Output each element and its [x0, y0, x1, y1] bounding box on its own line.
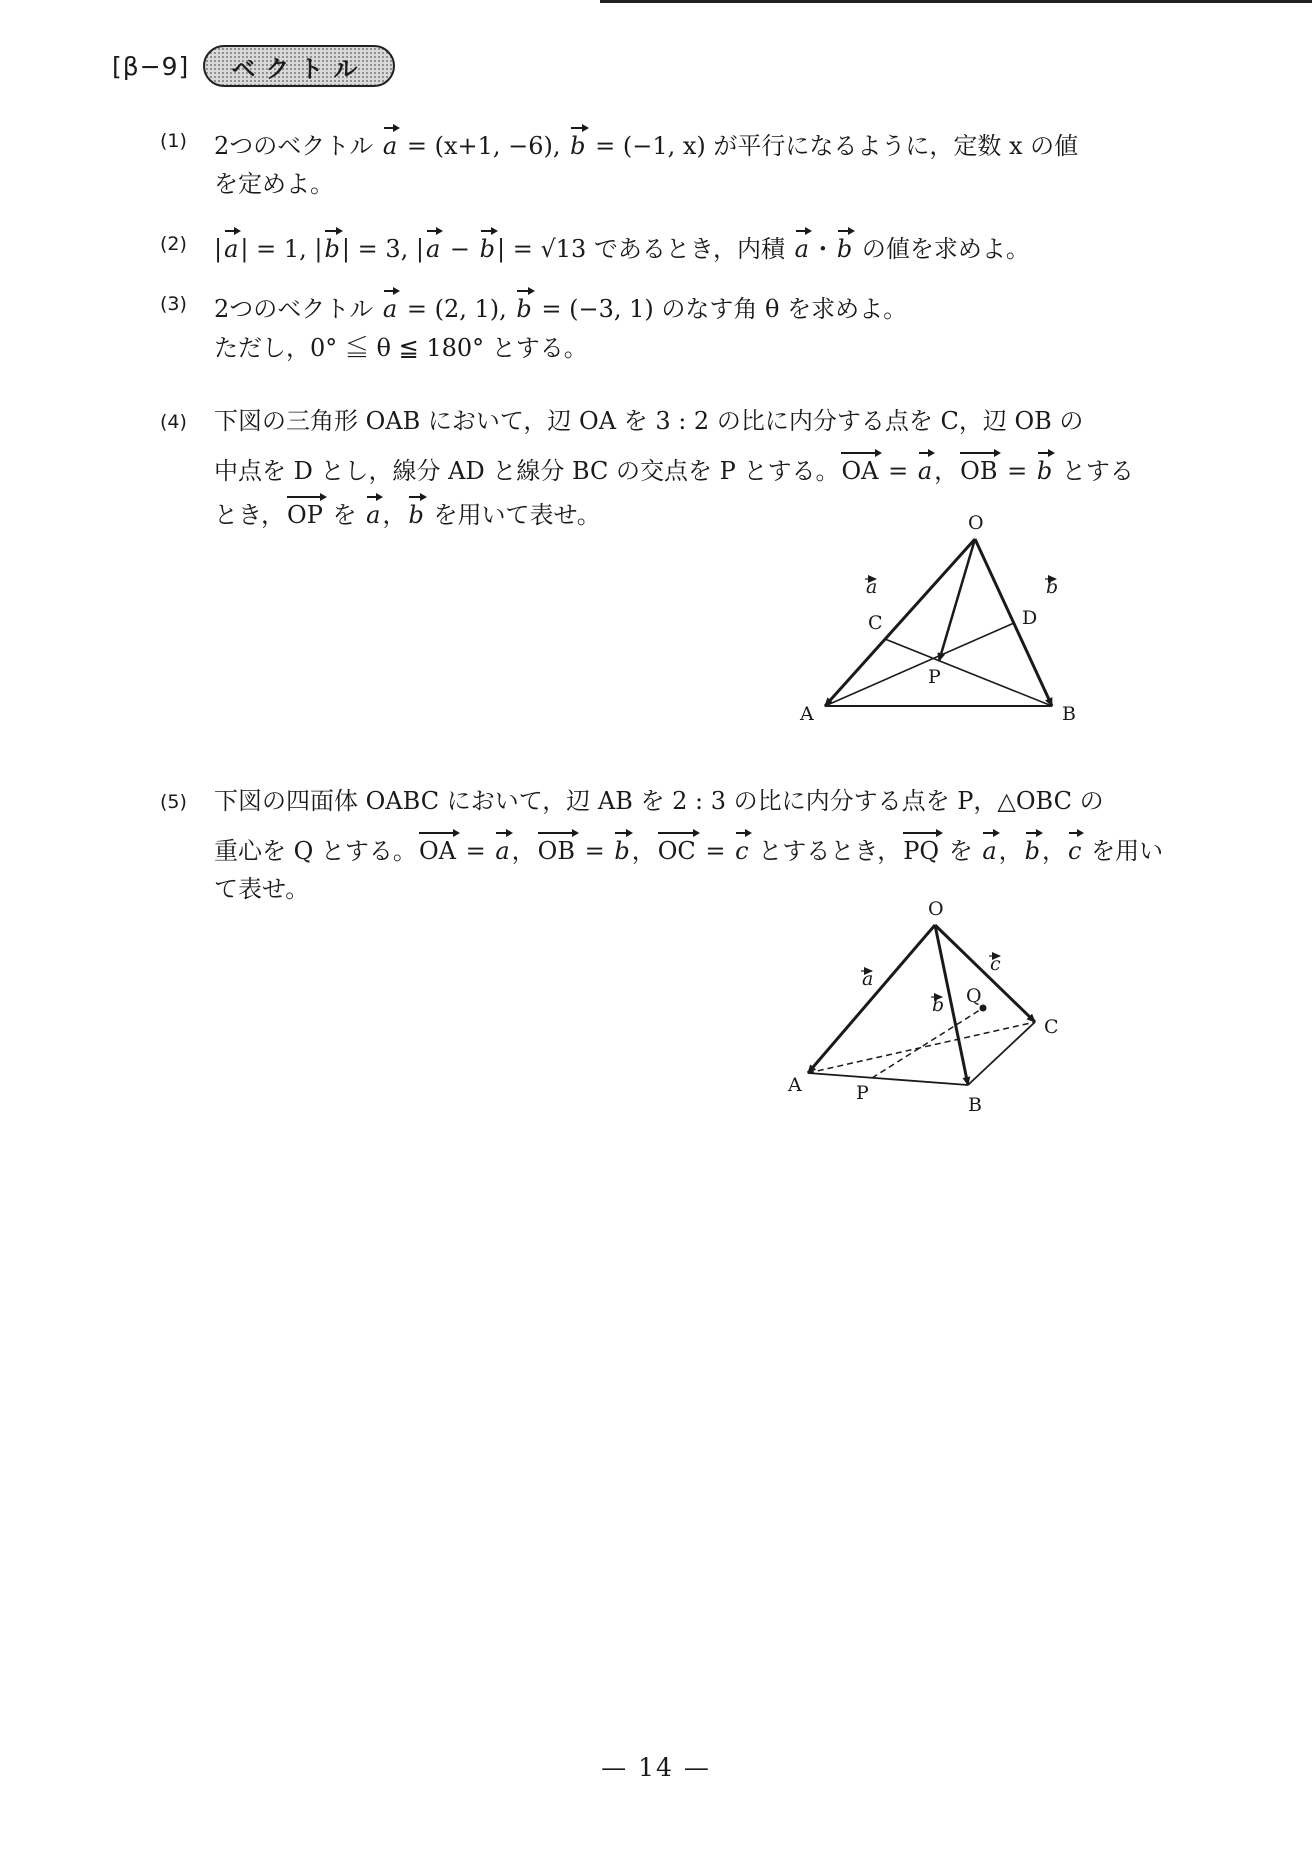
problem-line	[214, 228, 1030, 264]
text-run: =	[576, 837, 613, 865]
vector-symbol: b	[1025, 830, 1040, 866]
triangle-figure	[780, 505, 1100, 730]
problem-1	[160, 125, 1190, 205]
label-vector-a: a	[862, 968, 874, 990]
vector-symbol: a	[383, 125, 397, 161]
problem-number: (1)	[160, 130, 187, 152]
top-rule	[600, 0, 1312, 3]
vector-symbol: a	[495, 830, 509, 866]
text-run: ，	[631, 837, 656, 865]
vector-symbol: a	[795, 228, 809, 264]
text-run: 中点を D とし，線分 AD と線分 BC の交点を P とする。	[214, 457, 840, 485]
vector-symbol: OB	[538, 830, 575, 866]
text-run: −	[442, 235, 478, 263]
text-run: |	[214, 235, 223, 263]
label-d: D	[1022, 607, 1038, 629]
problem-line	[214, 830, 1163, 866]
text-run: =	[999, 457, 1035, 485]
tetrahedron-figure	[780, 895, 1080, 1120]
text-run: = (2, 1),	[399, 295, 515, 323]
text-run: 下図の四面体 OABC において，辺 AB を 2 : 3 の比に内分する点を P，△OBC の	[214, 787, 1104, 815]
text-run: の値を求めよ。	[854, 235, 1030, 263]
text-run: 重心を Q とする。	[214, 837, 417, 865]
segment-pq-dashed	[872, 1008, 983, 1078]
text-run: ，	[998, 837, 1023, 865]
problem-number: (3)	[160, 293, 187, 315]
label-vector-b: b	[1046, 576, 1059, 598]
edge-ac-dashed	[808, 1022, 1035, 1073]
label-p: P	[856, 1082, 869, 1104]
text-run: を定めよ。	[214, 170, 334, 198]
vector-symbol: b	[324, 228, 339, 264]
problem-line	[214, 169, 334, 199]
vector-symbol: b	[614, 830, 629, 866]
page-number: — 14 —	[601, 1753, 711, 1782]
text-run: =	[457, 837, 494, 865]
edge-bc	[968, 1022, 1035, 1085]
section-header	[112, 44, 395, 88]
vector-oa-arrow	[825, 539, 975, 706]
vector-symbol: OP	[287, 494, 323, 530]
problem-line	[214, 125, 1078, 161]
text-run: とするとき，	[750, 837, 902, 865]
vector-symbol: OC	[658, 830, 696, 866]
vector-symbol: a	[426, 228, 440, 264]
vector-symbol: OA	[841, 450, 878, 486]
label-c: C	[868, 612, 883, 634]
vector-symbol: a	[224, 228, 238, 264]
edge-ab	[808, 1073, 968, 1085]
text-run: 2つのベクトル	[214, 132, 381, 160]
problem-line	[214, 288, 907, 324]
problem-number: (4)	[160, 411, 187, 433]
problem-line	[214, 874, 309, 904]
text-run: = (−1, x) が平行になるように，定数 x の値	[587, 132, 1079, 160]
vector-symbol: b	[837, 228, 852, 264]
label-b: B	[968, 1094, 982, 1116]
label-c: C	[1044, 1016, 1059, 1038]
label-p: P	[928, 666, 941, 688]
text-run: =	[697, 837, 734, 865]
text-run: ・	[810, 235, 835, 263]
vector-symbol: b	[408, 494, 423, 530]
text-run: =	[880, 457, 916, 485]
label-b: B	[1062, 703, 1076, 725]
vector-symbol: b	[1037, 450, 1052, 486]
vector-symbol: b	[516, 288, 531, 324]
text-run: とき，	[214, 501, 286, 529]
text-run: = (x+1, −6),	[399, 132, 569, 160]
text-run: ただし，0° ≦ θ ≦ 180° とする。	[214, 334, 588, 362]
text-run: = (−3, 1) のなす角 θ を求めよ。	[533, 295, 908, 323]
label-vector-a: a	[866, 576, 878, 598]
vector-symbol: a	[366, 494, 380, 530]
label-o: O	[928, 898, 944, 920]
vector-symbol: a	[918, 450, 932, 486]
problem-line	[214, 450, 1134, 486]
text-run: を	[324, 501, 365, 529]
text-run: を用い	[1083, 837, 1164, 865]
text-run: | = 3, |	[341, 235, 424, 263]
text-run: を	[941, 837, 981, 865]
text-run: て表せ。	[214, 875, 310, 903]
vector-symbol: b	[570, 125, 585, 161]
text-run: ，	[1042, 837, 1067, 865]
label-q: Q	[966, 985, 982, 1007]
problem-line	[214, 333, 588, 363]
vector-symbol: PQ	[903, 830, 939, 866]
text-run: とする	[1054, 457, 1134, 485]
problem-line	[214, 786, 1104, 816]
section-code: [β−9]	[112, 51, 190, 81]
vector-symbol: b	[480, 228, 495, 264]
vector-symbol: c	[1068, 830, 1081, 866]
text-run: を用いて表せ。	[425, 501, 601, 529]
text-run: | = 1, |	[240, 235, 323, 263]
problem-2	[160, 228, 1190, 268]
vector-symbol: OB	[960, 450, 997, 486]
topic-badge: ベクトル	[203, 45, 395, 87]
label-vector-c: c	[990, 953, 1001, 975]
text-run: | = √13 であるとき，内積	[497, 235, 793, 263]
text-run: ，	[934, 457, 959, 485]
text-run: 2つのベクトル	[214, 295, 381, 323]
label-o: O	[968, 512, 984, 534]
label-a: A	[788, 1074, 802, 1096]
vector-symbol: a	[982, 830, 996, 866]
problem-number: (2)	[160, 233, 187, 255]
problem-number: (5)	[160, 791, 187, 813]
segment-ad	[825, 623, 1014, 706]
vector-symbol: c	[735, 830, 748, 866]
text-run: ，	[511, 837, 536, 865]
problem-line	[214, 494, 601, 530]
problem-3	[160, 288, 1190, 368]
label-vector-b: b	[932, 994, 945, 1016]
problem-line	[214, 406, 1083, 436]
vector-symbol: OA	[419, 830, 456, 866]
text-run: 下図の三角形 OAB において，辺 OA を 3 : 2 の比に内分する点を C，辺 OB の	[214, 407, 1084, 435]
label-a: A	[800, 703, 814, 725]
text-run: ，	[382, 501, 407, 529]
vector-symbol: a	[383, 288, 397, 324]
